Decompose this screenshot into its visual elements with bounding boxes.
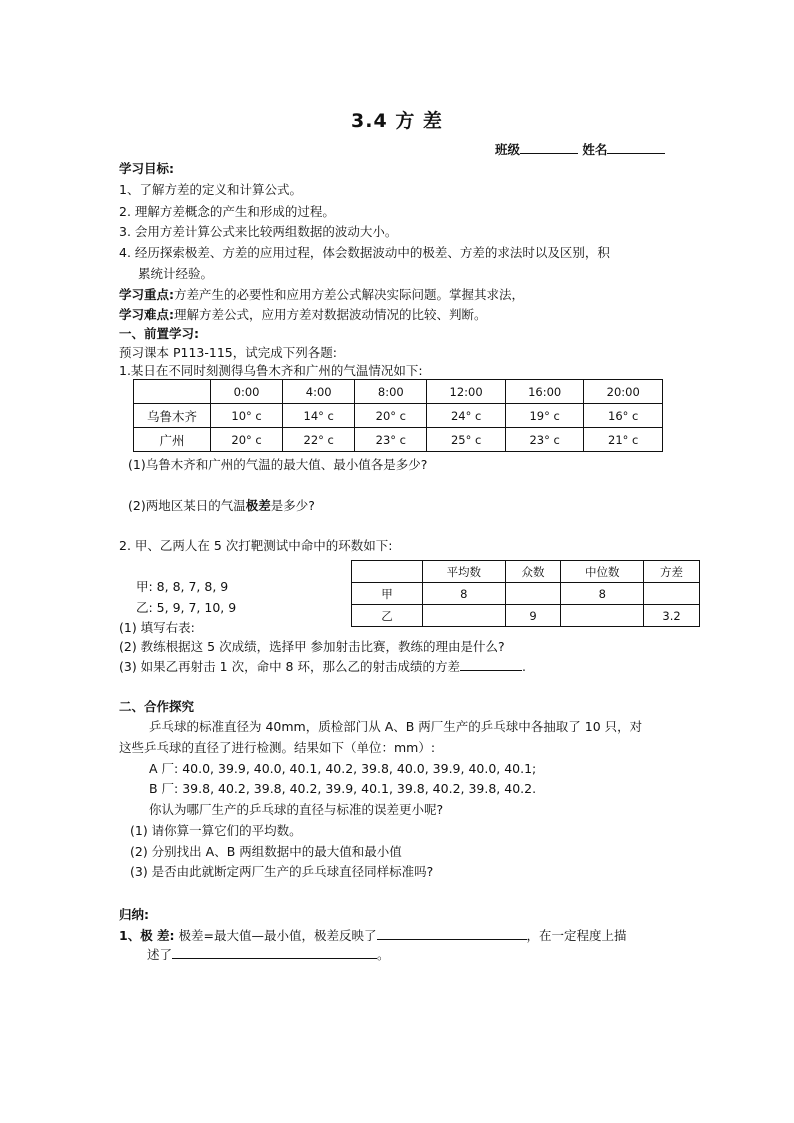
key-point	[119, 286, 524, 304]
table-cell: 25° c	[427, 428, 506, 452]
section2-paragraph: 乒乓球的标准直径为 40mm，质检部门从 A、B 两厂生产的乒乓球中各抽取了 10 只，对	[149, 719, 643, 734]
range-tail: ，在一定程度上描	[526, 928, 627, 943]
temperature-table	[133, 379, 663, 452]
goal-item: 2. 理解方差概念的产生和形成的过程。	[119, 204, 335, 219]
range-blank-1[interactable]	[377, 927, 527, 940]
q2-3-text: (3) 如果乙再射击 1 次，命中 8 环，那么乙的射击成绩的方差	[119, 659, 460, 674]
yi-scores: 乙: 5, 9, 7, 10, 9	[136, 600, 237, 615]
range-line2-pre: 述了	[147, 947, 173, 962]
table-cell: 14° c	[283, 404, 355, 428]
table-header-cell: 4:00	[283, 380, 355, 404]
table-cell: 10° c	[211, 404, 283, 428]
table-cell	[352, 561, 423, 583]
summary-heading: 归纳:	[119, 907, 149, 922]
table-cell: 乌鲁木齐	[134, 404, 211, 428]
score-table	[351, 560, 700, 627]
table-header-row	[134, 380, 663, 404]
factory-b-data: B 厂: 39.8, 40.2, 39.8, 40.2, 39.9, 40.1, 39.8, 40.2, 39.8, 40.2.	[149, 781, 537, 796]
table-cell: 23° c	[355, 428, 427, 452]
table-cell: 甲	[352, 583, 423, 605]
table-cell: 8	[423, 583, 506, 605]
table-cell[interactable]	[505, 583, 561, 605]
table-cell	[134, 380, 211, 404]
table-cell: 3.2	[644, 605, 700, 627]
table-header-cell: 12:00	[427, 380, 506, 404]
table-cell: 21° c	[584, 428, 663, 452]
jia-scores: 甲: 8, 8, 7, 8, 9	[136, 579, 229, 594]
summary-line-1	[119, 927, 627, 945]
range-line2-end: 。	[377, 947, 390, 962]
difficulty-label: 学习难点:	[119, 307, 174, 322]
name-label: 姓名	[582, 142, 608, 157]
goal-item: 3. 会用方差计算公式来比较两组数据的波动大小。	[119, 224, 398, 239]
key-point-label: 学习重点:	[119, 287, 174, 302]
table-header-row	[352, 561, 700, 583]
table-row	[352, 583, 700, 605]
table-cell[interactable]	[423, 605, 506, 627]
key-point-text: 方差产生的必要性和应用方差公式解决实际问题。掌握其求法，	[174, 287, 525, 302]
range-text: 极差=最大值—最小值，极差反映了	[174, 928, 377, 943]
factory-a-data: A 厂: 40.0, 39.9, 40.0, 40.1, 40.2, 39.8, 40.0, 39.9, 40.0, 40.1;	[149, 761, 537, 776]
summary-line-2	[147, 946, 390, 964]
question-2: 2. 甲、乙两人在 5 次打靶测试中命中的环数如下:	[119, 538, 393, 553]
table-cell[interactable]	[561, 605, 644, 627]
variance-blank[interactable]	[460, 658, 522, 671]
name-blank[interactable]	[607, 141, 665, 154]
table-cell[interactable]	[644, 583, 700, 605]
goal-item: 4. 经历探索极差、方差的应用过程，体会数据波动中的极差、方差的求法时以及区别，积	[119, 245, 610, 260]
table-row	[134, 404, 663, 428]
table-cell: 20° c	[211, 428, 283, 452]
section2-step: (3) 是否由此就断定两厂生产的乒乓球直径同样标准吗?	[130, 864, 434, 879]
page-title: 3.4 方 差	[351, 110, 443, 132]
table-header-cell: 0:00	[211, 380, 283, 404]
table-cell: 8	[561, 583, 644, 605]
question-2-3	[119, 658, 526, 676]
table-cell: 23° c	[505, 428, 584, 452]
difficulty	[119, 306, 487, 324]
section2-question: 你认为哪厂生产的乒乓球的直径与标准的误差更小呢?	[149, 802, 444, 817]
question-1-2	[128, 497, 315, 515]
class-name-line	[495, 140, 665, 158]
table-row	[352, 605, 700, 627]
goal-item: 累统计经验。	[138, 266, 214, 281]
goal-item: 1、了解方差的定义和计算公式。	[119, 182, 302, 197]
table-cell: 16° c	[584, 404, 663, 428]
table-header-cell: 8:00	[355, 380, 427, 404]
q1-2-post: 是多少?	[270, 498, 315, 513]
q1-2-bold: 极差	[245, 498, 271, 513]
table-cell: 22° c	[283, 428, 355, 452]
q2-3-end: .	[521, 659, 526, 674]
difficulty-text: 理解方差公式，应用方差对数据波动情况的比较、判断。	[174, 307, 487, 322]
table-cell: 乙	[352, 605, 423, 627]
question-1-1: (1)乌鲁木齐和广州的气温的最大值、最小值各是多少?	[128, 457, 428, 472]
question-2-1: (1) 填写右表:	[119, 620, 195, 635]
range-label: 1、极 差:	[119, 928, 175, 943]
section2-paragraph: 这些乒乓球的直径了进行检测。结果如下（单位：mm）:	[119, 740, 436, 755]
table-header-cell: 平均数	[423, 561, 506, 583]
table-cell: 24° c	[427, 404, 506, 428]
question-2-2: (2) 教练根据这 5 次成绩，选择甲 参加射击比赛，教练的理由是什么?	[119, 639, 505, 654]
table-header-cell: 中位数	[561, 561, 644, 583]
section2-step: (2) 分别找出 A、B 两组数据中的最大值和最小值	[130, 844, 402, 859]
section1-intro: 预习课本 P113-115，试完成下列各题:	[119, 345, 337, 360]
table-cell: 20° c	[355, 404, 427, 428]
class-blank[interactable]	[520, 141, 578, 154]
q1-2-pre: (2)两地区某日的气温	[128, 498, 246, 513]
table-row	[134, 428, 663, 452]
section1-heading: 一、前置学习:	[119, 326, 199, 341]
table-cell: 广州	[134, 428, 211, 452]
range-blank-2[interactable]	[172, 946, 377, 959]
table-header-cell: 方差	[644, 561, 700, 583]
section2-step: (1) 请你算一算它们的平均数。	[130, 823, 302, 838]
table-header-cell: 16:00	[505, 380, 584, 404]
section2-heading: 二、合作探究	[119, 699, 195, 714]
goals-heading: 学习目标:	[119, 161, 174, 176]
table-header-cell: 众数	[505, 561, 561, 583]
question-1: 1.某日在不同时刻测得乌鲁木齐和广州的气温情况如下:	[119, 363, 423, 378]
table-cell: 19° c	[505, 404, 584, 428]
class-label: 班级	[495, 142, 521, 157]
table-cell: 9	[505, 605, 561, 627]
table-header-cell: 20:00	[584, 380, 663, 404]
